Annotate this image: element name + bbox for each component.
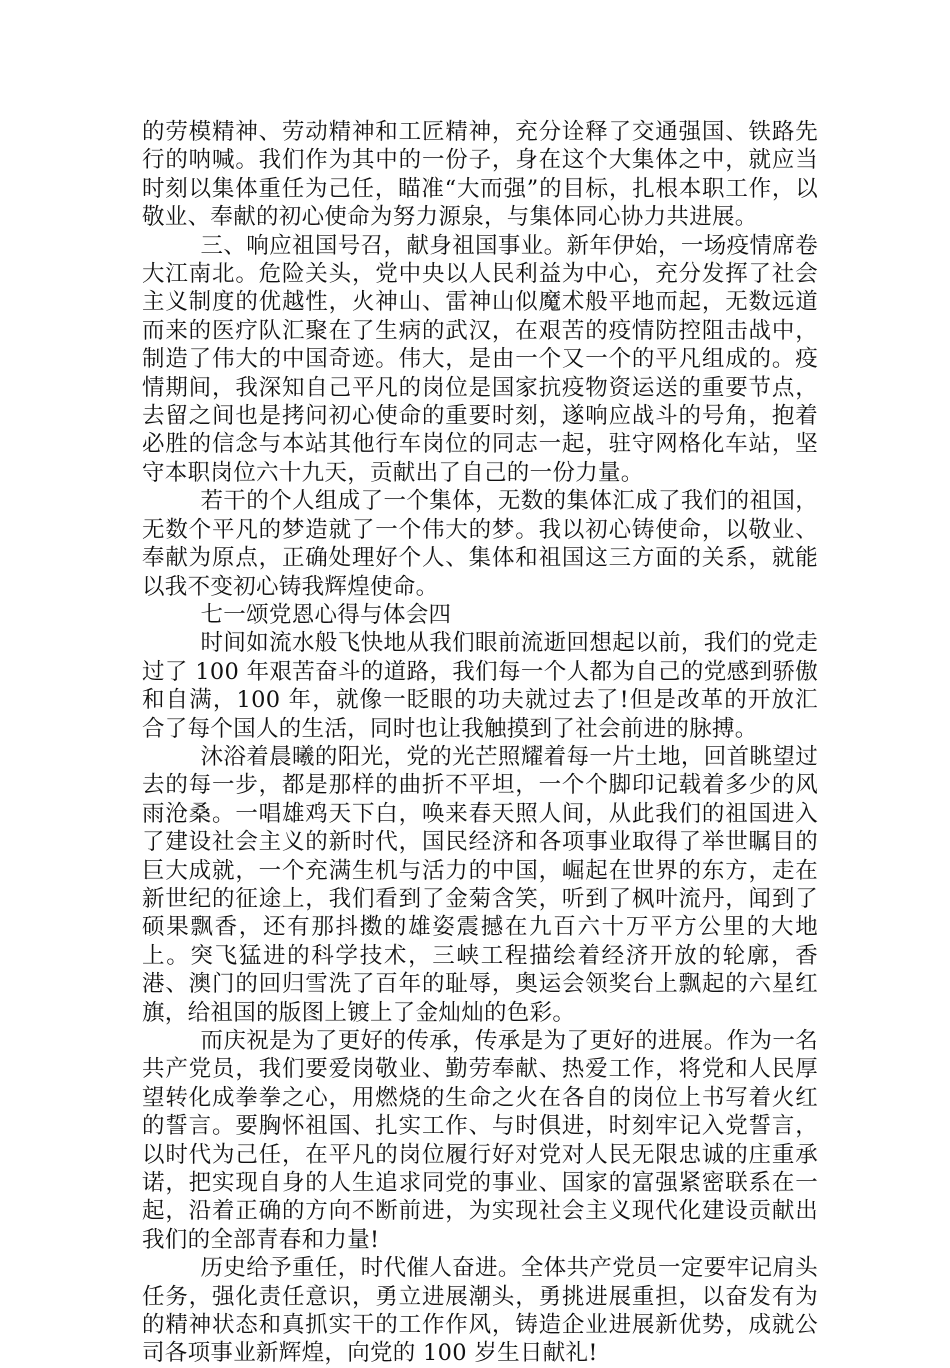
document-body [142, 118, 818, 1368]
paragraph-continuation: 的劳模精神、劳动精神和工匠精神，充分诠释了交通强国、铁路先行的呐喊。我们作为其中的一份子，身在这个大集体之中，就应当时刻以集体重任为己任，瞄准“大而强”的目标，扎根本职工作，以敬业、奉献的初心使命为努力源泉，与集体同心协力共进展。 [142, 119, 818, 231]
section-heading: 七一颂党恩心得与体会四 [200, 601, 452, 628]
paragraph-intro: 时间如流水般飞快地从我们眼前流逝回想起以前，我们的党走过了 100 年艰苦奋斗的道路，我们每一个人都为自己的党感到骄傲和自满，100 年，就像一眨眼的功夫就过去了!但是改革的开放汇合了每个国人的生活，同时也让我触摸到了社会前进的脉搏。 [142, 630, 818, 742]
paragraph-section-three: 三、响应祖国号召，献身祖国事业。新年伊始，一场疫情席卷大江南北。危险关头，党中央以人民利益为中心，充分发挥了社会主义制度的优越性，火神山、雷神山似魔术般平地而起，无数远道而来的医疗队汇聚在了生病的武汉，在艰苦的疫情防控阻击战中，制造了伟大的中国奇迹。伟大，是由一个又一个的平凡组成的。疫情期间，我深知自己平凡的岗位是国家抗疫物资运送的重要节点，去留之间也是拷问初心使命的重要时刻，遂响应战斗的号角，抱着必胜的信念与本站其他行车岗位的同志一起，驻守网格化车站，坚守本职岗位六十九天，贡献出了自己的一份力量。 [142, 232, 818, 486]
paragraph-inheritance: 而庆祝是为了更好的传承，传承是为了更好的进展。作为一名共产党员，我们要爱岗敬业、勤劳奉献、热爱工作，将党和人民厚望转化成拳拳之心，用燃烧的生命之火在各自的岗位上书写着火红的誓言。要胸怀祖国、扎实工作、与时俱进，时刻牢记入党誓言，以时代为己任，在平凡的岗位履行好对党对人民无限忠诚的庄重承诺，把实现自身的人生追求同党的事业、国家的富强紧密联系在一起，沿着正确的方向不断前进，为实现社会主义现代化建设贡献出我们的全部青春和力量! [142, 1028, 818, 1253]
paragraph-history: 沐浴着晨曦的阳光，党的光芒照耀着每一片土地，回首眺望过去的每一步，都是那样的曲折不平坦，一个个脚印记载着多少的风雨沧桑。一唱雄鸡天下白，唤来春天照人间，从此我们的祖国进入了建设社会主义的新时代，国民经济和各项事业取得了举世瞩目的巨大成就，一个充满生机与活力的中国，崛起在世界的东方，走在新世纪的征途上，我们看到了金菊含笑，听到了枫叶流丹，闻到了硕果飘香，还有那抖擞的雄姿震撼在九百六十万平方公里的大地上。突飞猛进的科学技术，三峡工程描绘着经济开放的轮廓，香港、澳门的回归雪洗了百年的耻辱，奥运会领奖台上飘起的六星红旗，给祖国的版图上镀上了金灿灿的色彩。 [142, 743, 818, 1026]
paragraph-closing: 历史给予重任，时代催人奋进。全体共产党员一定要牢记肩头任务，强化责任意识，勇立进展潮头，勇挑进展重担，以奋发有为的精神状态和真抓实干的工作作风，铸造企业进展新优势，成就公司各项事业新辉煌，向党的 100 岁生日献礼! [142, 1255, 818, 1367]
paragraph-conclusion: 若干的个人组成了一个集体，无数的集体汇成了我们的祖国，无数个平凡的梦造就了一个伟大的梦。我以初心铸使命，以敬业、奉献为原点，正确处理好个人、集体和祖国这三方面的关系，就能以我不变初心铸我辉煌使命。 [142, 488, 818, 600]
